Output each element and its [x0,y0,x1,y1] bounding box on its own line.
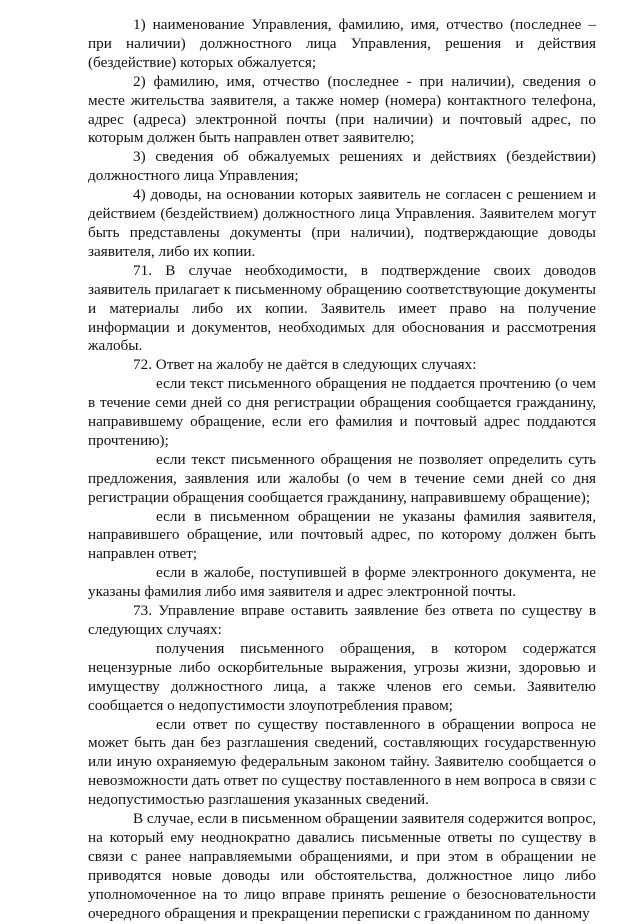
paragraph-item-2: 2) фамилию, имя, отчество (последнее - при наличии), сведения о месте жительства заявителя, а также номер (номера) контактного телефона, адрес (адреса) электронной почты (при наличии) и почтовый адрес, по которым должен быть направлен ответ заявителю; [88,72,596,147]
paragraph-repeated-appeal: В случае, если в письменном обращении заявителя содержится вопрос, на который ему неоднократно давались письменные ответы по существу в связи с ранее направляемыми обращениями, и при этом в обращении не приводятся новые доводы или обстоятельства, должностное лицо либо уполномоченное на то лицо вправе принять решение о безосновательности очередного обращения и прекращении переписки с гражданином по данному [88,810,596,922]
paragraph-73-case-1: получения письменного обращения, в котором содержатся нецензурные либо оскорбительные выражения, угрозы жизни, здоровью и имуществу должностного лица, а также членов его семьи. Заявителю сообщается о недопустимости злоупотребления правом; [88,639,596,714]
paragraph-item-1: 1) наименование Управления, фамилию, имя, отчество (последнее – при наличии) должностного лица Управления, решения и действия (бездействие) которых обжалуется; [88,16,596,71]
paragraph-72-case-2: если текст письменного обращения не позволяет определить суть предложения, заявления или жалобы (о чем в течение семи дней со дня регистрации обращения сообщается гражданину, направившему обращение); [88,450,596,506]
paragraph-72: 72. Ответ на жалобу не даётся в следующих случаях: [133,356,477,374]
paragraph-item-4: 4) доводы, на основании которых заявитель не согласен с решением и действием (бездействием) должностного лица Управления. Заявителем могут быть представлены документы (при наличии), подтверждающие доводы заявителя, либо их копии. [88,186,596,260]
paragraph-72-case-4: если в жалобе, поступившей в форме электронного документа, не указаны фамилия либо имя заявителя и адрес электронной почты. [88,564,596,601]
paragraph-72-case-1: если текст письменного обращения не поддается прочтению (о чем в течение семи дней со дня регистрации обращения сообщается гражданину, направившему обращение, если его фамилия и почтовый адрес поддаются прочтению); [88,375,596,449]
paragraph-73: 73. Управление вправе оставить заявление без ответа по существу в следующих случаях: [88,602,596,638]
paragraph-73-case-2: если ответ по существу поставленного в обращении вопроса не может быть дан без разглашения сведений, составляющих государственную или иную охраняемую федеральным законом тайну. Заявителю сообщается о невозможности дать ответ по существу поставленного в нем вопроса в связи с недопустимостью разглашения указанных сведений. [88,715,596,809]
paragraph-72-case-3: если в письменном обращении не указаны фамилия заявителя, направившего обращение, или почтовый адрес, по которому должен быть направлен ответ; [88,507,596,563]
paragraph-71: 71. В случае необходимости, в подтверждение своих доводов заявитель прилагает к письменному обращению соответствующие документы и материалы либо их копии. Заявитель имеет право на получение информации и документов, необходимых для обоснования и рассмотрения жалобы. [88,261,596,355]
document-body [88,16,596,924]
paragraph-item-3: 3) сведения об обжалуемых решениях и действиях (бездействии) должностного лица Управления; [88,148,596,185]
